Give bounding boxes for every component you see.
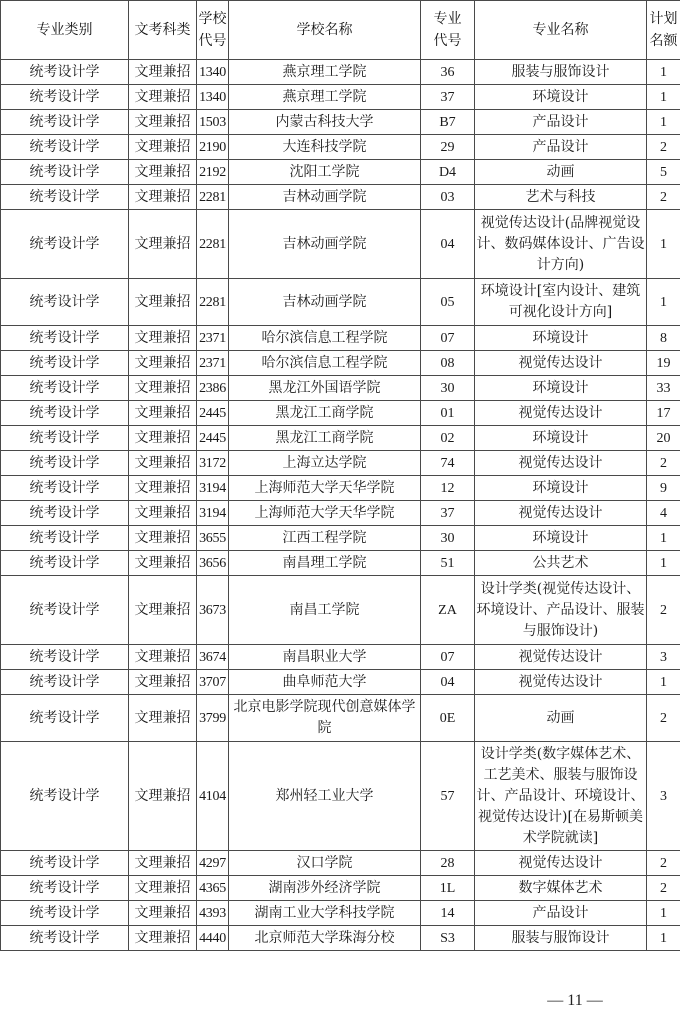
cell-school-name: 吉林动画学院 [229,185,421,210]
cell-major-code: 07 [421,326,475,351]
cell-school-name: 北京师范大学珠海分校 [229,926,421,951]
cell-school-code: 2281 [197,185,229,210]
cell-category: 统考设计学 [1,670,129,695]
cell-school-code: 4365 [197,876,229,901]
cell-category: 统考设计学 [1,160,129,185]
cell-school-code: 1340 [197,85,229,110]
cell-school-code: 2281 [197,210,229,279]
cell-category: 统考设计学 [1,110,129,135]
cell-major-code: 12 [421,476,475,501]
cell-category: 统考设计学 [1,401,129,426]
cell-quota: 17 [647,401,680,426]
table-row [1,501,680,526]
cell-school-code: 3674 [197,645,229,670]
cell-major-code: 0E [421,695,475,742]
cell-major-code: 08 [421,351,475,376]
cell-quota: 4 [647,501,680,526]
cell-school-code: 4297 [197,851,229,876]
header-major-code: 专业代号 [421,1,475,60]
table-row [1,135,680,160]
cell-school-name: 郑州轻工业大学 [229,742,421,851]
cell-major-name: 产品设计 [475,901,647,926]
cell-major-name: 环境设计 [475,85,647,110]
cell-major-name: 数字媒体艺术 [475,876,647,901]
cell-major-code: 05 [421,279,475,326]
cell-subject-type: 文理兼招 [129,401,197,426]
cell-major-name: 视觉传达设计 [475,401,647,426]
cell-category: 统考设计学 [1,135,129,160]
cell-quota: 1 [647,85,680,110]
table-row [1,85,680,110]
table-row [1,851,680,876]
cell-subject-type: 文理兼招 [129,501,197,526]
cell-quota: 2 [647,695,680,742]
cell-school-code: 3194 [197,476,229,501]
table-row [1,526,680,551]
cell-subject-type: 文理兼招 [129,645,197,670]
table-row [1,110,680,135]
cell-subject-type: 文理兼招 [129,279,197,326]
cell-school-name: 汉口学院 [229,851,421,876]
cell-major-name: 环境设计 [475,426,647,451]
cell-major-name: 动画 [475,160,647,185]
cell-major-name: 环境设计 [475,526,647,551]
cell-subject-type: 文理兼招 [129,110,197,135]
cell-school-name: 上海立达学院 [229,451,421,476]
cell-school-code: 3194 [197,501,229,526]
cell-major-code: D4 [421,160,475,185]
cell-major-name: 产品设计 [475,135,647,160]
cell-major-code: ZA [421,576,475,645]
cell-subject-type: 文理兼招 [129,526,197,551]
cell-quota: 1 [647,926,680,951]
cell-category: 统考设计学 [1,326,129,351]
cell-major-code: 30 [421,376,475,401]
cell-category: 统考设计学 [1,185,129,210]
table-row [1,376,680,401]
cell-major-code: 01 [421,401,475,426]
cell-school-name: 上海师范大学天华学院 [229,476,421,501]
cell-subject-type: 文理兼招 [129,60,197,85]
cell-school-code: 2445 [197,401,229,426]
cell-major-name: 视觉传达设计 [475,645,647,670]
table-row [1,645,680,670]
cell-quota: 2 [647,135,680,160]
cell-subject-type: 文理兼招 [129,851,197,876]
table-row [1,279,680,326]
cell-school-code: 4440 [197,926,229,951]
cell-school-name: 吉林动画学院 [229,279,421,326]
cell-major-name: 环境设计 [475,376,647,401]
cell-category: 统考设计学 [1,60,129,85]
cell-major-code: 30 [421,526,475,551]
cell-category: 统考设计学 [1,645,129,670]
cell-major-code: 57 [421,742,475,851]
cell-subject-type: 文理兼招 [129,695,197,742]
cell-category: 统考设计学 [1,526,129,551]
cell-school-code: 2192 [197,160,229,185]
cell-subject-type: 文理兼招 [129,210,197,279]
cell-subject-type: 文理兼招 [129,926,197,951]
cell-quota: 33 [647,376,680,401]
cell-quota: 1 [647,526,680,551]
cell-category: 统考设计学 [1,576,129,645]
cell-school-code: 2281 [197,279,229,326]
cell-subject-type: 文理兼招 [129,670,197,695]
cell-major-code: 14 [421,901,475,926]
cell-category: 统考设计学 [1,376,129,401]
cell-school-name: 燕京理工学院 [229,85,421,110]
cell-major-code: 37 [421,85,475,110]
cell-category: 统考设计学 [1,551,129,576]
cell-school-code: 1340 [197,60,229,85]
cell-category: 统考设计学 [1,279,129,326]
cell-category: 统考设计学 [1,426,129,451]
cell-major-name: 环境设计 [475,326,647,351]
cell-major-name: 视觉传达设计 [475,351,647,376]
cell-major-code: 37 [421,501,475,526]
cell-major-code: 51 [421,551,475,576]
cell-major-code: 36 [421,60,475,85]
cell-category: 统考设计学 [1,210,129,279]
cell-quota: 3 [647,645,680,670]
cell-subject-type: 文理兼招 [129,551,197,576]
cell-school-name: 黑龙江工商学院 [229,426,421,451]
cell-school-code: 2386 [197,376,229,401]
cell-school-code: 3673 [197,576,229,645]
cell-major-name: 视觉传达设计 [475,501,647,526]
cell-school-code: 2445 [197,426,229,451]
table-row [1,210,680,279]
cell-major-code: 04 [421,670,475,695]
cell-major-name: 设计学类(视觉传达设计、环境设计、产品设计、服装与服饰设计) [475,576,647,645]
cell-category: 统考设计学 [1,85,129,110]
cell-major-code: 04 [421,210,475,279]
cell-school-code: 3799 [197,695,229,742]
table-row [1,426,680,451]
header-subject-type: 文考科类 [129,1,197,60]
cell-school-code: 4104 [197,742,229,851]
cell-major-name: 设计学类(数字媒体艺术、工艺美术、服装与服饰设计、产品设计、环境设计、视觉传达设计)[在易斯顿美术学院就读] [475,742,647,851]
header-quota: 计划名额 [647,1,680,60]
page-number: — 11 — [547,992,603,1009]
table-row [1,876,680,901]
cell-school-name: 南昌理工学院 [229,551,421,576]
cell-category: 统考设计学 [1,501,129,526]
cell-subject-type: 文理兼招 [129,351,197,376]
table-row [1,351,680,376]
cell-quota: 1 [647,60,680,85]
table-row [1,901,680,926]
cell-subject-type: 文理兼招 [129,901,197,926]
cell-subject-type: 文理兼招 [129,576,197,645]
cell-subject-type: 文理兼招 [129,326,197,351]
cell-quota: 9 [647,476,680,501]
cell-category: 统考设计学 [1,476,129,501]
cell-school-code: 3172 [197,451,229,476]
cell-major-name: 艺术与科技 [475,185,647,210]
table-row [1,926,680,951]
cell-quota: 19 [647,351,680,376]
cell-major-name: 视觉传达设计 [475,851,647,876]
cell-major-name: 服装与服饰设计 [475,926,647,951]
cell-category: 统考设计学 [1,926,129,951]
table-row [1,695,680,742]
cell-school-name: 哈尔滨信息工程学院 [229,326,421,351]
cell-major-code: S3 [421,926,475,951]
cell-major-name: 动画 [475,695,647,742]
cell-major-code: 03 [421,185,475,210]
cell-quota: 20 [647,426,680,451]
table-row [1,451,680,476]
header-category: 专业类别 [1,1,129,60]
cell-school-code: 2190 [197,135,229,160]
cell-subject-type: 文理兼招 [129,376,197,401]
table-row [1,326,680,351]
cell-school-name: 燕京理工学院 [229,60,421,85]
cell-school-name: 内蒙古科技大学 [229,110,421,135]
cell-school-code: 2371 [197,351,229,376]
cell-quota: 2 [647,876,680,901]
cell-school-code: 3655 [197,526,229,551]
cell-quota: 1 [647,551,680,576]
cell-major-code: 29 [421,135,475,160]
cell-major-name: 服装与服饰设计 [475,60,647,85]
cell-quota: 1 [647,901,680,926]
table-row [1,742,680,851]
cell-major-name: 视觉传达设计(品牌视觉设计、数码媒体设计、广告设计方向) [475,210,647,279]
cell-category: 统考设计学 [1,351,129,376]
table-row [1,401,680,426]
cell-category: 统考设计学 [1,695,129,742]
cell-major-name: 视觉传达设计 [475,451,647,476]
cell-subject-type: 文理兼招 [129,185,197,210]
cell-school-name: 哈尔滨信息工程学院 [229,351,421,376]
cell-school-name: 黑龙江外国语学院 [229,376,421,401]
cell-major-code: B7 [421,110,475,135]
cell-school-name: 南昌工学院 [229,576,421,645]
cell-major-name: 环境设计[室内设计、建筑可视化设计方向] [475,279,647,326]
cell-school-code: 3707 [197,670,229,695]
table-header [1,1,680,60]
cell-subject-type: 文理兼招 [129,426,197,451]
cell-quota: 1 [647,110,680,135]
cell-category: 统考设计学 [1,901,129,926]
cell-quota: 1 [647,210,680,279]
cell-category: 统考设计学 [1,742,129,851]
table-row [1,576,680,645]
cell-school-name: 南昌职业大学 [229,645,421,670]
cell-school-name: 曲阜师范大学 [229,670,421,695]
cell-quota: 2 [647,451,680,476]
cell-major-name: 公共艺术 [475,551,647,576]
cell-subject-type: 文理兼招 [129,85,197,110]
cell-major-name: 视觉传达设计 [475,670,647,695]
cell-school-name: 江西工程学院 [229,526,421,551]
cell-school-name: 湖南工业大学科技学院 [229,901,421,926]
cell-school-name: 湖南涉外经济学院 [229,876,421,901]
header-major-name: 专业名称 [475,1,647,60]
cell-quota: 2 [647,185,680,210]
cell-school-code: 1503 [197,110,229,135]
cell-quota: 3 [647,742,680,851]
cell-school-code: 2371 [197,326,229,351]
cell-subject-type: 文理兼招 [129,742,197,851]
cell-category: 统考设计学 [1,851,129,876]
cell-school-name: 大连科技学院 [229,135,421,160]
cell-school-code: 3656 [197,551,229,576]
cell-school-code: 4393 [197,901,229,926]
table-row [1,185,680,210]
cell-quota: 2 [647,576,680,645]
cell-school-name: 黑龙江工商学院 [229,401,421,426]
table-row [1,60,680,85]
cell-subject-type: 文理兼招 [129,876,197,901]
cell-category: 统考设计学 [1,876,129,901]
cell-subject-type: 文理兼招 [129,476,197,501]
cell-school-name: 上海师范大学天华学院 [229,501,421,526]
cell-quota: 1 [647,279,680,326]
cell-school-name: 沈阳工学院 [229,160,421,185]
cell-school-name: 吉林动画学院 [229,210,421,279]
table-row [1,670,680,695]
cell-major-code: 1L [421,876,475,901]
cell-category: 统考设计学 [1,451,129,476]
cell-major-code: 28 [421,851,475,876]
table-row [1,476,680,501]
cell-major-name: 环境设计 [475,476,647,501]
header-school-code: 学校代号 [197,1,229,60]
cell-major-code: 02 [421,426,475,451]
cell-major-code: 07 [421,645,475,670]
cell-school-name: 北京电影学院现代创意媒体学院 [229,695,421,742]
cell-major-code: 74 [421,451,475,476]
cell-subject-type: 文理兼招 [129,160,197,185]
cell-subject-type: 文理兼招 [129,451,197,476]
table-row [1,160,680,185]
table-row [1,551,680,576]
header-school-name: 学校名称 [229,1,421,60]
cell-quota: 8 [647,326,680,351]
cell-quota: 1 [647,670,680,695]
cell-subject-type: 文理兼招 [129,135,197,160]
cell-quota: 2 [647,851,680,876]
table-body [1,60,680,951]
cell-quota: 5 [647,160,680,185]
cell-major-name: 产品设计 [475,110,647,135]
